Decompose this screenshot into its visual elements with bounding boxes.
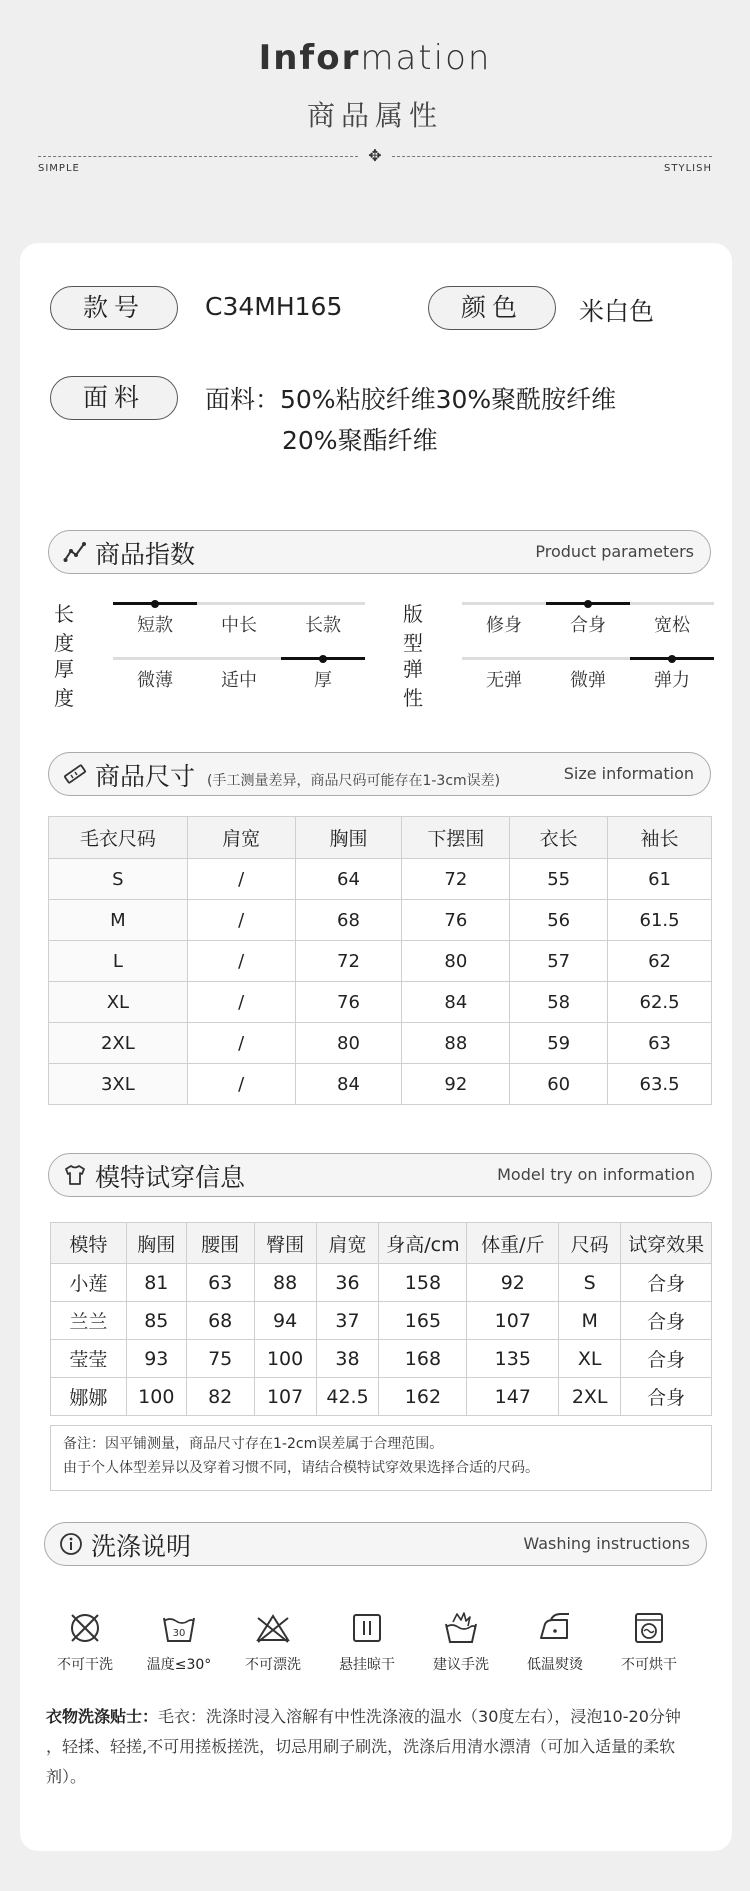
model-table-cell: 63 — [186, 1264, 254, 1302]
svg-text:30: 30 — [172, 1628, 186, 1639]
param-option: 厚 — [314, 670, 332, 691]
model-table-header-cell: 胸围 — [126, 1223, 186, 1264]
size-table-row — [49, 900, 712, 941]
size-table-header-cell: 下摆围 — [402, 817, 510, 859]
section-title-wash: 洗涤说明 — [91, 1532, 192, 1561]
size-table — [48, 816, 712, 1105]
param-option: 弹力 — [654, 670, 690, 691]
section-title-size: 商品尺寸 (手工测量差异，商品尺码可能存在1-3cm误差) — [95, 762, 501, 791]
model-table-cell: 合身 — [621, 1340, 712, 1378]
param-option: 微薄 — [137, 670, 173, 691]
page-subtitle: 商品属性 — [306, 99, 443, 132]
hand-wash-icon — [418, 1610, 504, 1646]
page-title: Information — [258, 38, 492, 78]
model-table-cell: M — [559, 1302, 621, 1340]
size-table-cell: 84 — [295, 1064, 402, 1105]
model-table-cell: 82 — [186, 1378, 254, 1416]
wash-label: 低温熨烫 — [527, 1657, 583, 1673]
model-table-row — [51, 1378, 712, 1416]
tips-line-1: 衣物洗涤贴士：毛衣：洗涤时浸入溶解有中性洗涤液的温水（30度左右），浸泡10-20分钟 — [46, 1707, 681, 1726]
size-table-cell: 56 — [510, 900, 608, 941]
model-table-header-cell: 腰围 — [186, 1223, 254, 1264]
size-table-cell: 68 — [295, 900, 402, 941]
model-table-header-cell: 尺码 — [559, 1223, 621, 1264]
size-table-cell: 72 — [402, 859, 510, 900]
fabric-line-1: 面料：50%粘胶纤维30%聚酰胺纤维 — [205, 385, 617, 414]
color-value: 米白色 — [579, 297, 655, 326]
model-table-cell: 107 — [467, 1302, 559, 1340]
param-option: 短款 — [137, 615, 173, 636]
size-table-cell: 76 — [402, 900, 510, 941]
size-table-cell: 64 — [295, 859, 402, 900]
size-table-cell: 61.5 — [608, 900, 712, 941]
model-table-header-cell: 身高/cm — [379, 1223, 467, 1264]
tag-stylish: STYLISH — [664, 163, 712, 174]
param-option: 微弹 — [570, 670, 606, 691]
size-table-cell: 76 — [295, 982, 402, 1023]
size-table-cell: 61 — [608, 859, 712, 900]
param-selected-dot — [668, 655, 676, 663]
size-table-cell: / — [187, 1023, 295, 1064]
wash-item — [606, 1610, 692, 1674]
model-table-cell: 莹莹 — [51, 1340, 127, 1378]
param-option: 无弹 — [486, 670, 522, 691]
model-table-cell: 100 — [254, 1340, 316, 1378]
size-table-cell: 63.5 — [608, 1064, 712, 1105]
model-table-cell: 168 — [379, 1340, 467, 1378]
model-table-header-cell: 体重/斤 — [467, 1223, 559, 1264]
param-selected-dot — [319, 655, 327, 663]
section-header-params — [48, 530, 711, 574]
model-table-cell: 147 — [467, 1378, 559, 1416]
param-label: 长度 — [54, 602, 74, 655]
model-table-cell: 37 — [316, 1302, 379, 1340]
wash-item — [324, 1610, 410, 1674]
param-option: 中长 — [221, 615, 257, 636]
trend-line-icon — [63, 540, 87, 564]
size-table-cell: S — [49, 859, 188, 900]
size-table-cell: 62 — [608, 941, 712, 982]
size-table-cell: 92 — [402, 1064, 510, 1105]
size-table-cell: 80 — [402, 941, 510, 982]
model-table-cell: 42.5 — [316, 1378, 379, 1416]
size-table-header-cell: 胸围 — [295, 817, 402, 859]
fabric-label: 面料 — [50, 376, 178, 420]
section-en-wash: Washing instructions — [523, 1534, 690, 1553]
wash-item — [136, 1610, 222, 1674]
size-table-cell: 2XL — [49, 1023, 188, 1064]
section-header-model — [48, 1153, 712, 1197]
model-table-cell: 2XL — [559, 1378, 621, 1416]
size-table-cell: XL — [49, 982, 188, 1023]
model-table-cell: 娜娜 — [51, 1378, 127, 1416]
model-table-cell: 合身 — [621, 1302, 712, 1340]
size-table-row — [49, 941, 712, 982]
model-table-cell: S — [559, 1264, 621, 1302]
size-table-cell: M — [49, 900, 188, 941]
model-table-cell: 75 — [186, 1340, 254, 1378]
size-table-cell: / — [187, 859, 295, 900]
wash-label: 不可干洗 — [57, 1657, 113, 1673]
size-table-row — [49, 859, 712, 900]
shirt-icon — [63, 1163, 87, 1187]
param-label: 版型 — [403, 602, 423, 655]
model-table-cell: 158 — [379, 1264, 467, 1302]
size-table-cell: / — [187, 982, 295, 1023]
size-table-cell: / — [187, 941, 295, 982]
size-table-header — [49, 817, 712, 859]
size-table-row — [49, 982, 712, 1023]
wash-30-icon — [136, 1610, 222, 1646]
size-table-cell: 57 — [510, 941, 608, 982]
model-remark — [50, 1425, 712, 1491]
size-table-row — [49, 1023, 712, 1064]
size-table-cell: 63 — [608, 1023, 712, 1064]
model-table-cell: XL — [559, 1340, 621, 1378]
wash-item — [418, 1610, 504, 1674]
model-table — [50, 1222, 712, 1416]
section-en-size: Size information — [563, 764, 694, 783]
model-table-cell: 36 — [316, 1264, 379, 1302]
model-table-cell: 38 — [316, 1340, 379, 1378]
style-no-value: C34MH165 — [205, 292, 343, 321]
param-option: 长款 — [305, 615, 341, 636]
size-table-cell: / — [187, 900, 295, 941]
model-table-cell: 68 — [186, 1302, 254, 1340]
section-header-size — [48, 752, 711, 796]
color-label: 颜色 — [428, 286, 556, 330]
low-iron-icon — [512, 1610, 598, 1646]
model-table-cell: 81 — [126, 1264, 186, 1302]
size-table-cell: / — [187, 1064, 295, 1105]
wash-tips — [46, 1702, 726, 1792]
model-table-cell: 94 — [254, 1302, 316, 1340]
model-table-cell: 162 — [379, 1378, 467, 1416]
param-selected-dot — [584, 600, 592, 608]
size-table-header-cell: 衣长 — [510, 817, 608, 859]
remark-line-1: 备注：因平铺测量，商品尺寸存在1-2cm误差属于合理范围。 — [63, 1436, 444, 1452]
model-table-cell: 88 — [254, 1264, 316, 1302]
size-table-cell: 72 — [295, 941, 402, 982]
model-table-cell: 兰兰 — [51, 1302, 127, 1340]
model-table-row — [51, 1264, 712, 1302]
model-table-cell: 小莲 — [51, 1264, 127, 1302]
fabric-line-2: 20%聚酯纤维 — [282, 426, 438, 455]
size-table-cell: 55 — [510, 859, 608, 900]
tag-simple: SIMPLE — [38, 163, 80, 174]
model-table-header-cell: 肩宽 — [316, 1223, 379, 1264]
wash-label: 建议手洗 — [433, 1657, 489, 1673]
model-table-cell: 165 — [379, 1302, 467, 1340]
wash-item — [42, 1610, 128, 1674]
size-table-cell: 60 — [510, 1064, 608, 1105]
section-title-params: 商品指数 — [95, 540, 196, 569]
no-bleach-icon — [230, 1610, 316, 1646]
param-option: 修身 — [486, 615, 522, 636]
wash-label: 温度≤30° — [146, 1657, 212, 1673]
size-table-cell: 62.5 — [608, 982, 712, 1023]
size-table-header-cell: 袖长 — [608, 817, 712, 859]
size-table-cell: 88 — [402, 1023, 510, 1064]
tips-line-2: ，轻揉、轻搓,不可用搓板搓洗，切忌用刷子刷洗，洗涤后用清水漂清（可加入适量的柔软 — [46, 1737, 676, 1756]
size-table-cell: 84 — [402, 982, 510, 1023]
model-table-row — [51, 1340, 712, 1378]
param-option: 适中 — [221, 670, 257, 691]
param-label: 厚度 — [54, 657, 74, 710]
wash-item — [512, 1610, 598, 1674]
size-table-cell: L — [49, 941, 188, 982]
model-table-header-cell: 试穿效果 — [621, 1223, 712, 1264]
wash-label: 悬挂晾干 — [339, 1657, 395, 1673]
model-table-cell: 107 — [254, 1378, 316, 1416]
model-table-row — [51, 1302, 712, 1340]
param-option: 宽松 — [654, 615, 690, 636]
size-table-cell: 59 — [510, 1023, 608, 1064]
divider-left — [38, 156, 358, 157]
wash-item — [230, 1610, 316, 1674]
wash-label: 不可烘干 — [621, 1657, 677, 1673]
model-table-cell: 85 — [126, 1302, 186, 1340]
section-en-params: Product parameters — [535, 542, 694, 561]
size-table-header-cell: 毛衣尺码 — [49, 817, 188, 859]
model-table-cell: 100 — [126, 1378, 186, 1416]
cross-ornament-icon: ✥ — [368, 146, 382, 165]
param-option: 合身 — [570, 615, 606, 636]
ruler-icon — [63, 762, 87, 786]
size-table-cell: 80 — [295, 1023, 402, 1064]
style-no-label: 款号 — [50, 286, 178, 330]
size-table-header-cell: 肩宽 — [187, 817, 295, 859]
info-circle-icon — [59, 1532, 83, 1556]
section-title-model: 模特试穿信息 — [95, 1163, 246, 1192]
wash-icons-row — [46, 1610, 706, 1680]
section-en-model: Model try on information — [497, 1165, 695, 1184]
no-dry-clean-icon — [42, 1610, 128, 1646]
size-table-row — [49, 1064, 712, 1105]
divider-right — [392, 156, 712, 157]
no-tumble-dry-icon — [606, 1610, 692, 1646]
model-table-cell: 合身 — [621, 1264, 712, 1302]
section-header-wash — [44, 1522, 707, 1566]
model-table-header — [51, 1223, 712, 1264]
model-table-cell: 92 — [467, 1264, 559, 1302]
size-table-cell: 3XL — [49, 1064, 188, 1105]
model-table-header-cell: 模特 — [51, 1223, 127, 1264]
tips-line-3: 剂）。 — [46, 1767, 87, 1786]
model-table-header-cell: 臀围 — [254, 1223, 316, 1264]
param-selected-dot — [151, 600, 159, 608]
hang-dry-icon — [324, 1610, 410, 1646]
size-table-cell: 58 — [510, 982, 608, 1023]
wash-label: 不可漂洗 — [245, 1657, 301, 1673]
model-table-cell: 合身 — [621, 1378, 712, 1416]
remark-line-2: 由于个人体型差异以及穿着习惯不同，请结合模特试穿效果选择合适的尺码。 — [63, 1460, 539, 1476]
param-label: 弹性 — [403, 657, 423, 710]
model-table-cell: 93 — [126, 1340, 186, 1378]
model-table-cell: 135 — [467, 1340, 559, 1378]
